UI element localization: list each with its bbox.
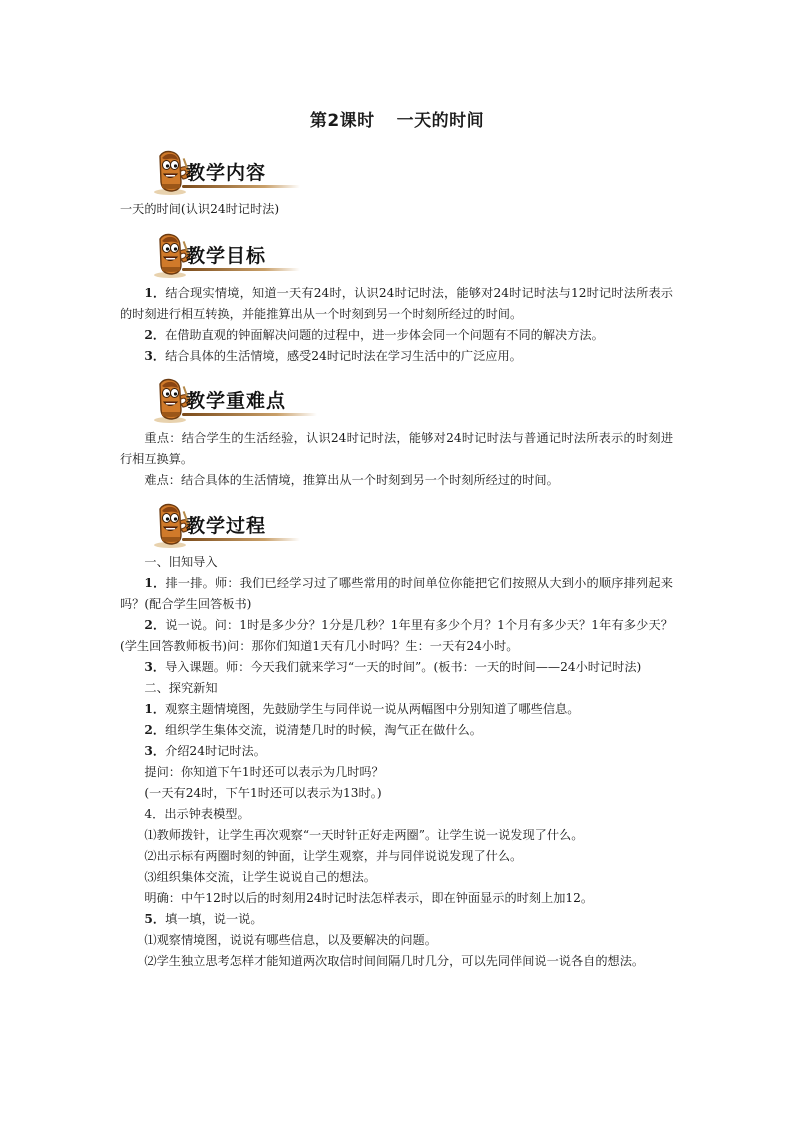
- sub-item: ⑴观察情境图，说说有哪些信息，以及要解决的问题。: [144, 933, 437, 947]
- section-header-keypoints: [150, 376, 310, 426]
- part-title: 一、旧知导入: [144, 555, 218, 569]
- sub-item: ⑴教师拨针，让学生再次观察“一天时针正好走两圈”。让学生说一说发现了什么。: [144, 828, 584, 842]
- item-number: 3．: [144, 744, 166, 758]
- item-number: 2．: [144, 723, 166, 737]
- item-text: 排一排。师：我们已经学习过了哪些常用的时间单位你能把它们按照从大到小的顺序排列起来吗？(配合学生回答板书): [120, 576, 673, 611]
- process-item: [120, 615, 673, 657]
- process-item: [120, 573, 673, 615]
- keypoints-body: [120, 428, 673, 491]
- content-body: [120, 199, 673, 220]
- goal-item: [120, 346, 673, 367]
- question-text: 提问：你知道下午1时还可以表示为几时吗？: [144, 765, 384, 779]
- section-title: 教学目标: [186, 245, 267, 267]
- item-number: 2．: [144, 618, 166, 632]
- item-text: 填一填，说一说。: [165, 912, 263, 926]
- header-underline: [182, 268, 300, 271]
- section-title: 教学过程: [186, 515, 267, 537]
- header-underline: [182, 413, 317, 416]
- section-title: 教学重难点: [186, 390, 287, 412]
- goal-text: 在借助直观的钟面解决问题的过程中，进一步体会同一个问题有不同的解决方法。: [165, 328, 604, 342]
- item-number: 3．: [144, 660, 166, 674]
- goal-text: 结合具体的生活情境，感受24时记时法在学习生活中的广泛应用。: [165, 349, 522, 363]
- process-item: [120, 741, 673, 762]
- item-text: 说一说。问：1时是多少分？1分是几秒？1年里有多少个月？1个月有多少天？1年有多少天？(学生回答教师板书)问：那你们知道1天有几小时吗？生：一天有24小时。: [120, 618, 673, 653]
- lesson-topic: 一天的时间: [396, 111, 485, 131]
- sub-item: ⑵学生独立思考怎样才能知道两次取信时间间隔几时几分，可以先同伴间说一说各自的想法。: [144, 954, 645, 968]
- goal-text: 结合现实情境，知道一天有24时，认识24时记时法，能够对24时记时法与12时记时法所表示的时刻进行相互转换，并能推算出从一个时刻到另一个时刻所经过的时间。: [120, 286, 673, 321]
- key-point: 重点：结合学生的生活经验，认识24时记时法，能够对24时记时法与普通记时法所表示的时刻进行相互换算。: [120, 431, 673, 466]
- item-text: 介绍24时记时法。: [165, 744, 266, 758]
- process-item: 4．出示钟表模型。: [144, 807, 250, 821]
- clarify-text: 明确：中午12时以后的时刻用24时记时法怎样表示，即在钟面显示的时刻上加12。: [144, 891, 594, 905]
- item-text: 导入课题。师：今天我们就来学习“一天的时间”。(板书：一天的时间——24小时记时法): [165, 660, 642, 674]
- item-text: 观察主题情境图，先鼓励学生与同伴说一说从两幅图中分别知道了哪些信息。: [165, 702, 580, 716]
- goal-item: [120, 283, 673, 325]
- process-item: [120, 909, 673, 930]
- section-header-goals: [150, 231, 310, 281]
- goal-item: [120, 325, 673, 346]
- process-item: [120, 699, 673, 720]
- item-number: 1．: [144, 576, 166, 590]
- lesson-number: 第2课时: [309, 111, 375, 131]
- sub-item: ⑵出示标有两圈时刻的钟面，让学生观察，并与同伴说说发现了什么。: [144, 849, 523, 863]
- goal-number: 1．: [144, 286, 166, 300]
- answer-text: (一天有24时，下午1时还可以表示为13时。): [144, 786, 382, 800]
- part-title: 二、探究新知: [144, 681, 218, 695]
- difficult-point: 难点：结合具体的生活情境，推算出从一个时刻到另一个时刻所经过的时间。: [144, 473, 559, 487]
- goal-number: 3．: [144, 349, 166, 363]
- item-number: 1．: [144, 702, 166, 716]
- item-number: 5．: [144, 912, 166, 926]
- process-body: [120, 552, 673, 972]
- process-item: [120, 720, 673, 741]
- content-text: 一天的时间(认识24时记时法): [120, 202, 280, 216]
- sub-item: ⑶组织集体交流，让学生说说自己的想法。: [144, 870, 376, 884]
- section-title: 教学内容: [186, 162, 267, 184]
- header-underline: [182, 185, 300, 188]
- page-title: [0, 106, 794, 131]
- header-underline: [182, 538, 300, 541]
- item-text: 组织学生集体交流，说清楚几时的时候，淘气正在做什么。: [165, 723, 482, 737]
- goal-number: 2．: [144, 328, 166, 342]
- process-item: [120, 657, 673, 678]
- goals-body: [120, 283, 673, 367]
- section-header-process: [150, 501, 310, 551]
- section-header-content: [150, 148, 310, 198]
